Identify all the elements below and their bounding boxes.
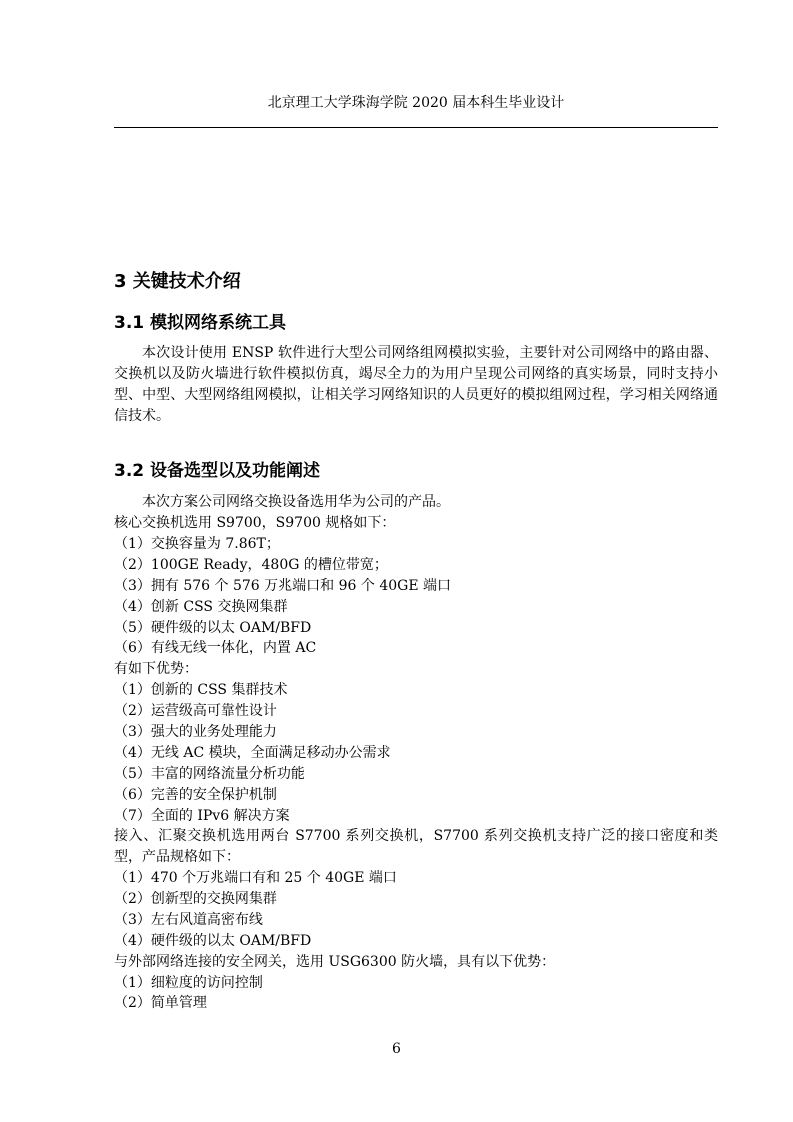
list-item: （3）左右风道高密布线 (114, 911, 263, 928)
list-item: 核心交换机选用 S9700，S9700 规格如下： (114, 515, 396, 531)
list-item: （4）无线 AC 模块，全面满足移动办公需求 (114, 744, 391, 761)
section-title-3-1: 3.1 模拟网络系统工具 (114, 313, 287, 333)
list-item: （1）创新的 CSS 集群技术 (114, 682, 288, 699)
list-item: （1）细粒度的访问控制 (114, 974, 263, 991)
spec-list (114, 513, 718, 827)
list-item: （5）丰富的网络流量分析功能 (114, 765, 305, 782)
page-number: 6 (392, 1041, 401, 1057)
s7700-paragraph: 接入、汇聚交换机选用两台 S7700 系列交换机，S7700 系列交换机支持广泛的接口密度和类型，产品规格如下： (114, 828, 718, 865)
list-item: （4）创新 CSS 交换网集群 (114, 598, 288, 615)
page-header: 北京理工大学珠海学院 2020 届本科生毕业设计 (267, 95, 565, 111)
section-3-2-intro: 本次方案公司网络交换设备选用华为公司的产品。 (142, 494, 450, 510)
list-item: （5）硬件级的以太 OAM/BFD (114, 619, 312, 636)
list-item: （1）470 个万兆端口有和 25 个 40GE 端口 (114, 870, 397, 886)
chapter-title: 3 关键技术介绍 (114, 271, 241, 292)
list-item: （2）100GE Ready，480G 的槽位带宽； (114, 556, 388, 573)
list-item: 与外部网络连接的安全网关，选用 USG6300 防火墙，具有以下优势： (114, 953, 556, 970)
section-title-3-2: 3.2 设备选型以及功能阐述 (114, 461, 321, 481)
list-item: 有如下优势： (114, 661, 198, 678)
list-item: （1）交换容量为 7.86T； (114, 535, 280, 552)
list-item: （7）全面的 IPv6 解决方案 (114, 807, 290, 824)
list-item: （2）创新型的交换网集群 (114, 890, 277, 907)
list-item: （6）完善的安全保护机制 (114, 786, 277, 803)
list-item: （2）运营级高可靠性设计 (114, 703, 277, 720)
list-item: （2）简单管理 (114, 995, 207, 1012)
list-item: （6）有线无线一体化，内置 AC (114, 640, 317, 657)
list-item: （3）强大的业务处理能力 (114, 724, 277, 741)
section-3-1-body: 本次设计使用 ENSP 软件进行大型公司网络组网模拟实验，主要针对公司网络中的路由器、交换机以及防火墙进行软件模拟仿真，竭尽全力的为用户呈现公司网络的真实场景，同时支持小型、中型、大型网络组网模拟，让相关学习网络知识的人员更好的模拟组网过程，学习相关网络通信技术。 (114, 345, 718, 424)
list-item: （3）拥有 576 个 576 万兆端口和 96 个 40GE 端口 (114, 577, 451, 594)
list-item: （4）硬件级的以太 OAM/BFD (114, 932, 312, 949)
s7700-spec-list (114, 868, 718, 1014)
header-rule (114, 127, 718, 128)
